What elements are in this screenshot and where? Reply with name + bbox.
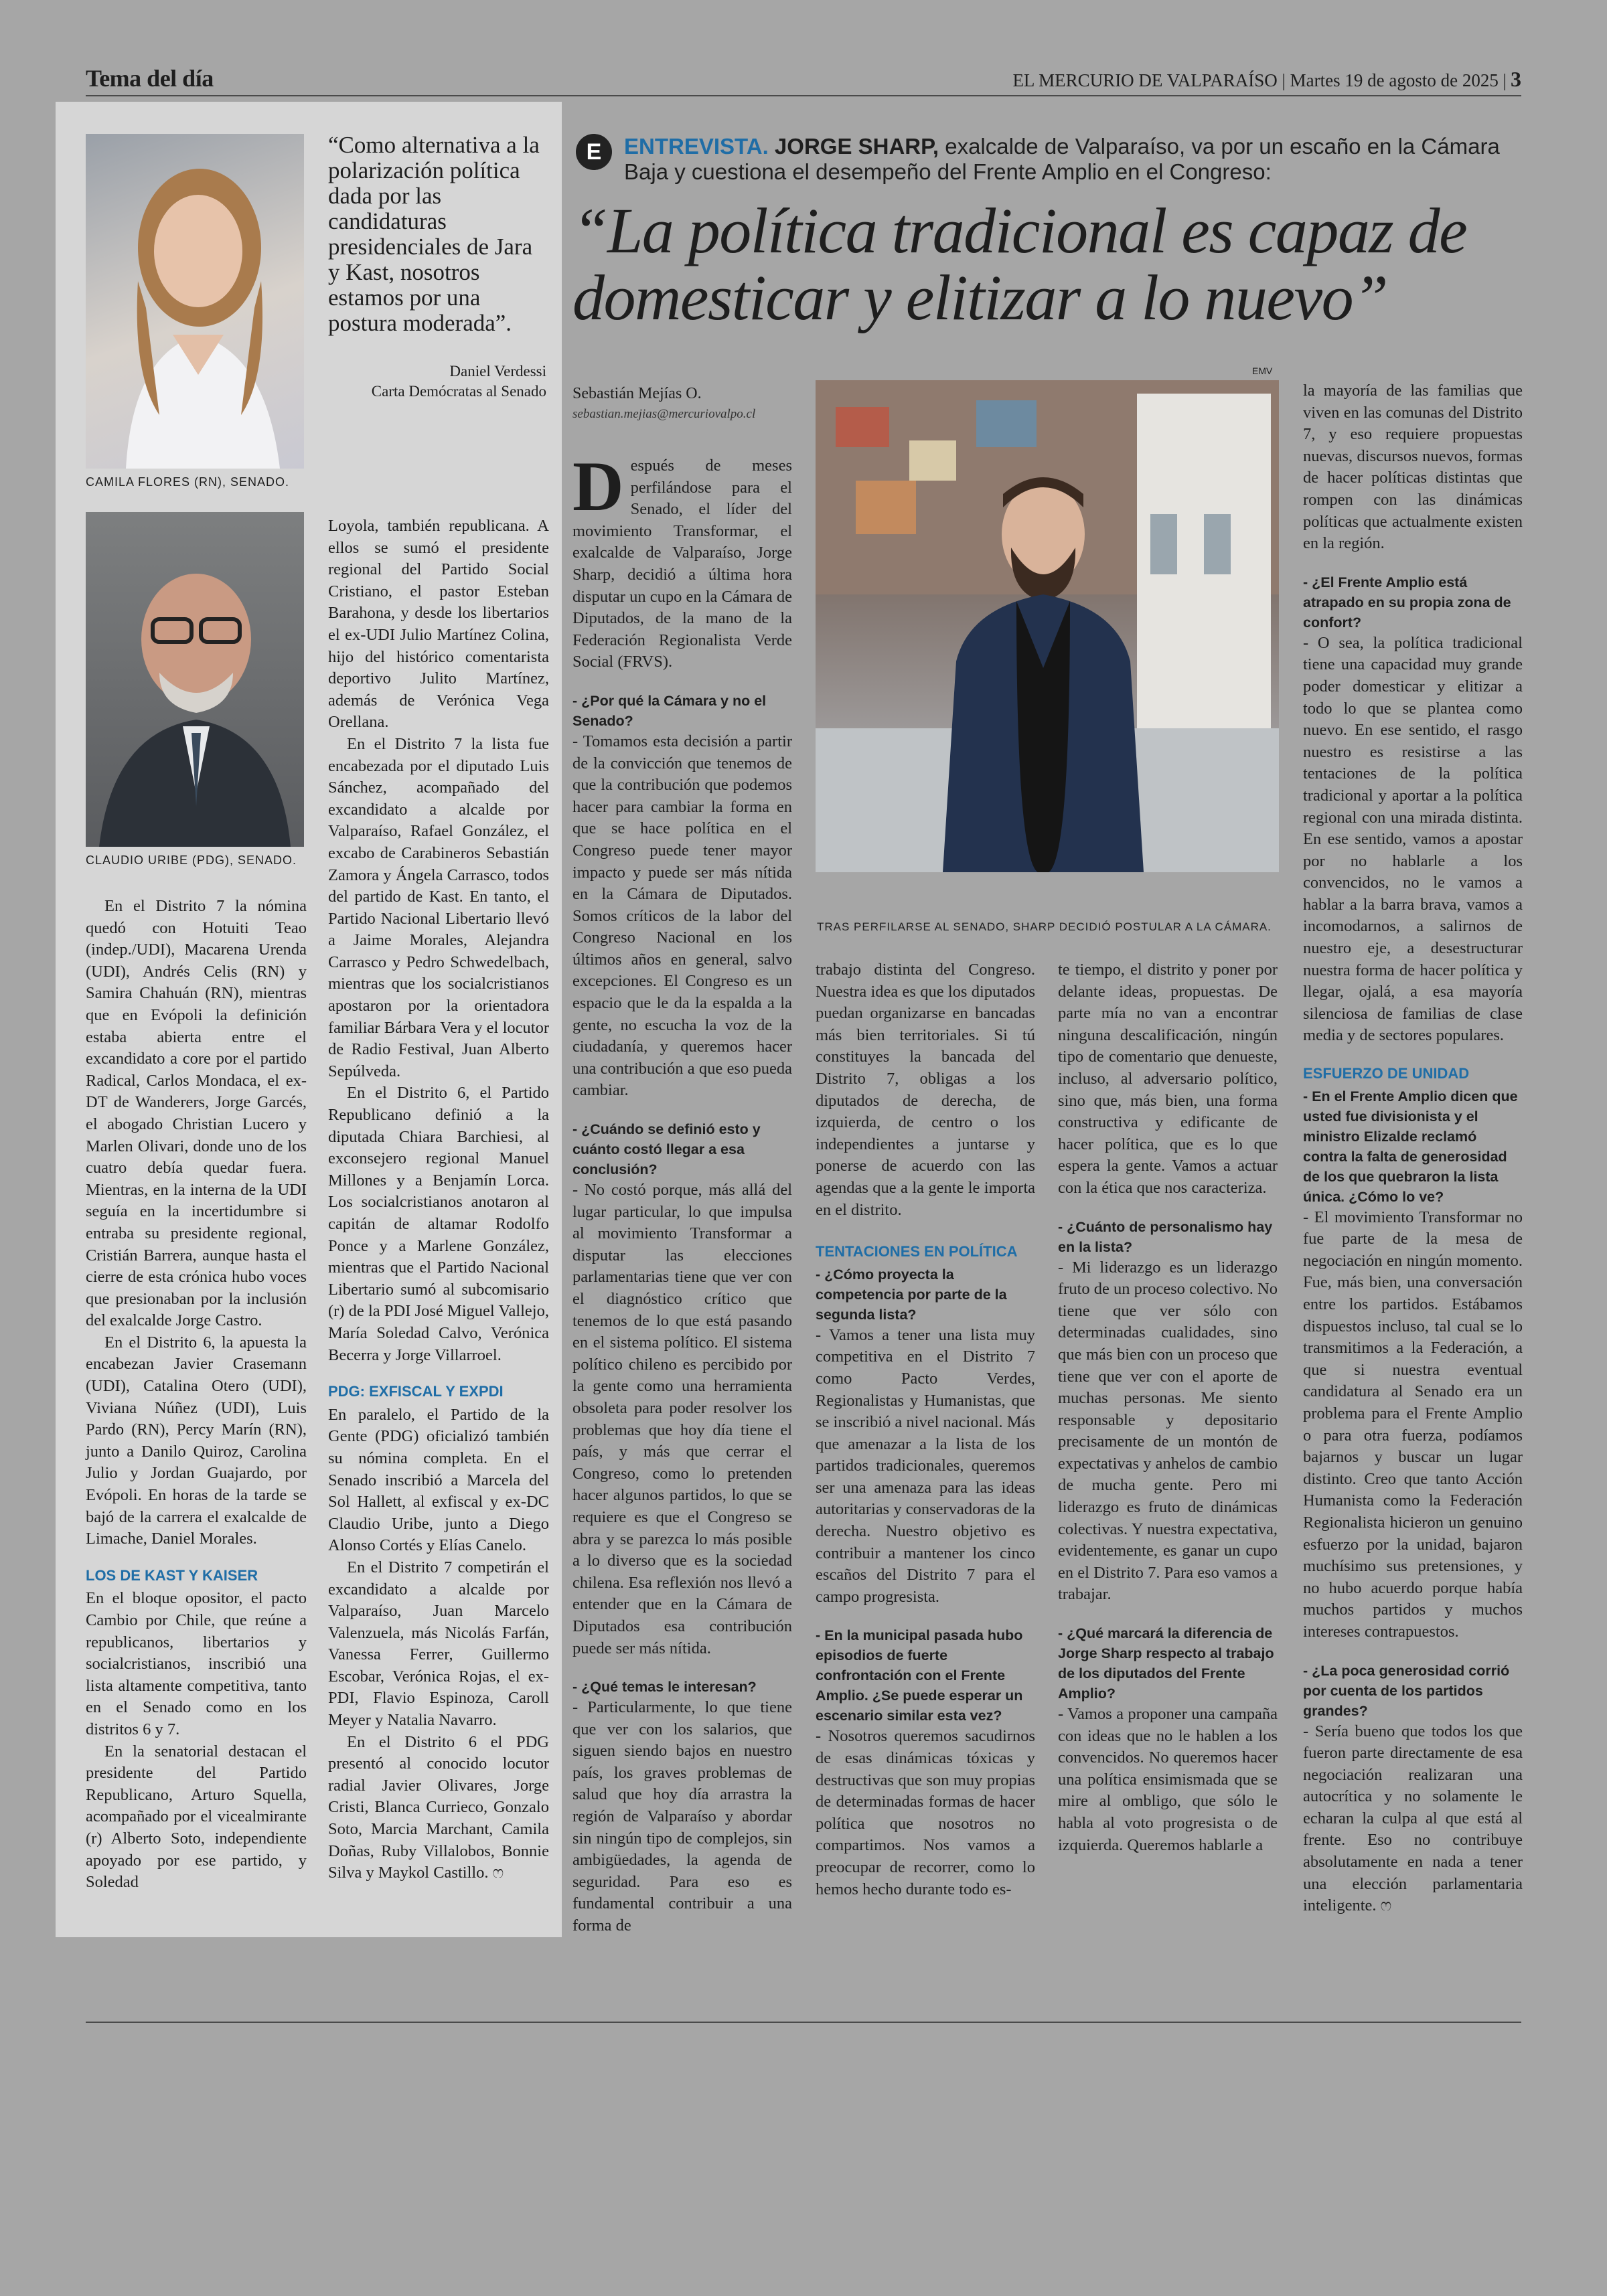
question: - En la municipal pasada hubo episodios de fuerte confrontación con el Frente Amplio. ¿Se puede esperar un escenario similar esta vez? [816,1627,1023,1724]
answer: - Particularmente, lo que tiene que ver con los salarios, que siguen siendo bajos en nuestro país, los graves problemas de salud que hoy día arrastra la región de Valparaíso y abordar sin ningún tipo de complejos, sin ambigüedades, la agenda de seguridad. Para eso es fundamental contribuir a una forma de [572,1698,792,1935]
paragraph: En paralelo, el Partido de la Gente (PDG) oficializó también su nómina completa. En el Senado inscribió a Marcela del Sol Hallett, al exfiscal y ex-DC Claudio Uribe, junto a Diego Alonso Cortés y Elías Canelo. [328,1405,549,1555]
question: - ¿Qué temas le interesan? [572,1679,757,1696]
kicker-text: exalcalde de Valparaíso, va por un escaño en la Cámara Baja y cuestiona el desempeño del Frente Amplio en el Congreso: [624,134,1500,184]
paragraph: te tiempo, el distrito y poner por delante ideas, propuestas. De parte mía no van a encontrar ninguna descalificación, ningún tipo de comentario que denueste, incluso, al adversario político, sino que, más bien, una forma constructiva y edificante de hacer política, que es lo que espera la gente. Vamos a actuar con la ética que nos caracteriza. [1058,961,1278,1197]
article-column-1 [572,447,792,1937]
kicker-label: ENTREVISTA. [624,134,769,159]
paragraph: En el Distrito 6, la apuesta la encabezan Javier Crasemann (UDI), Catalina Otero (UDI), Viviana Núñez (UDI), Luis Pardo (RN), Percy Marín (RN), junto a Danilo Quiroz, Carolina Julio y Jordan Guajardo, por Evópoli. En horas de la tarde se bajó de la carrera el exalcalde de Limache, Daniel Morales. [86,1333,307,1548]
quote-role: Carta Demócratas al Senado [371,383,546,400]
author-email: sebastian.mejias@mercuriovalpo.cl [572,407,756,421]
answer: - Nosotros queremos sacudirnos de esas dinámicas tóxicas y destructivas que son muy propias de determinadas formas de hacer política que nosotros no compartimos. Nos vamos a preocupar de recorrer, como lo hemos hecho durante todo es- [816,1727,1035,1898]
paragraph: En el Distrito 6, el Partido Republicano definió a la diputada Chiara Barchiesi, al exconsejero regional Manuel Millones y a Benjamín Lorca. Los socialcristianos anotaron al capitán de altamar Rodolfo Ponce y a Marlene González, mientras que el Partido Nacional Libertario sumó al subcomisario (r) de la PDI José Miguel Vallejo, María Soledad Calvo, Verónica Becerra y Jorge Villarroel. [328,1084,549,1364]
page-number: 3 [1511,67,1521,91]
paragraph: En la senatorial destacan el presidente del Partido Republicano, Arturo Squella, acompañado por el vicealmirante (r) Alberto Soto, independiente apoyado por ese partido, y Soledad [86,1742,307,1892]
paragraph: En el Distrito 7 competirán el excandidato a alcalde por Valparaíso, Juan Marcelo Valenzuela, más Nicolás Farfán, Vanessa Ferrer, Guillermo Escobar, Verónica Rojas, el ex-PDI, Flavio Espinoza, Caroll Meyer y Natalia Navarro. [328,1558,549,1730]
question: - ¿Cómo proyecta la competencia por parte de la segunda lista? [816,1266,1007,1323]
kicker-name: JORGE SHARP, [774,134,939,159]
main-photo-caption: TRAS PERFILARSE AL SENADO, SHARP DECIDIÓ POSTULAR A LA CÁMARA. [817,920,1272,933]
answer: - O sea, la política tradicional tiene una capacidad muy grande poder domesticar y elitizar a todo lo que se plantea como nuevo. En ese sentido, el rasgo nuestro es resistirse a las tentaciones de la política tradicional y aportar a la política regional con una mirada distinta. En ese sentido, vamos a apostar por no hablarle a los convencidos, no le vamos a hablar a la barra brava, vamos a incomodarnos, a salirnos de nuestro eje, a desestructurar nuestra forma de hacer política y llegar, ojalá, a esa mayoría silenciosa de familias de clase media y de sectores populares. [1303,633,1523,1045]
question: - ¿La poca generosidad corrió por cuenta de los partidos grandes? [1303,1662,1510,1719]
article-column-3 [1058,959,1278,1856]
paragraph: En el Distrito 7 la lista fue encabezada por el diputado Luis Sánchez, acompañado del excandidato a alcalde por Valparaíso, Rafael González, el excabo de Carabineros Sebastián Zamora y Ángela Carrasco, todos del partido de Kast. En tanto, el Partido Nacional Libertario llevó a Jaime Morales, Alejandra Carrasco y Pedro Schwedelbach, mientras que los socialcristianos apostaron por la orientadora familiar Bárbara Vera y el locutor de Radio Festival, Juan Alberto Sepúlveda. [328,734,549,1080]
headline: “La política tradicional es capaz de domesticar y elitizar a lo nuevo” [572,195,1467,333]
article-kicker [576,134,1513,185]
subheading: PDG: EXFISCAL Y EXPDI [328,1383,504,1400]
question: - ¿Cuánto de personalismo hay en la lista? [1058,1218,1273,1255]
lead-paragraph [572,447,792,673]
photo-camila-flores [86,134,304,469]
portrait-man-illustration [86,512,304,847]
answer: - Vamos a proponer una campaña con ideas que no le hablen a los convencidos. No queremos hacer una política ensimismada que se mire al ombligo, que sólo le habla al voto progresista o de izquierda. Queremos hablarle a [1058,1705,1278,1854]
answer: - No costó porque, más allá del lugar particular, lo que impulsa al movimiento Transformar a disputar las elecciones parlamentarias tiene que ver con el diagnóstico crítico que tenemos de lo que está pasando en el sistema político. El sistema político chileno es percibido por la gente como una herramienta obsoleta para poder resolver los problemas que hoy día tiene el país, y más que cerrar el Congreso, como lo pretenden hacer algunos partidos, lo que se requiere es que el Congreso se abra y se parezca lo más posible a lo diverso que es la sociedad chilena. Esa reflexión nos llevó a entender que en la Cámara de Diputados esa contribución puede ser más nítida. [572,1181,792,1657]
photo-credit: EMV [1252,365,1273,376]
portrait-woman-illustration [86,134,304,469]
quote-author: Daniel Verdessi [449,363,546,380]
question: - ¿Por qué la Cámara y no el Senado? [572,692,767,729]
article-column-2 [816,959,1035,1900]
answer: - Tomamos esta decisión a partir de la convicción que tenemos de que la contribución que podemos hacer para cambiar la forma en que se hace política en el Congreso puede tener mayor impacto y puede ser más nítida en la Cámara de Diputados. Somos críticos de la labor del Congreso Nacional en los últimos años en general, salvo excepciones. El Congreso es un espacio que le da la espalda a la gente, no escucha la voz de la ciudadanía, y queremos hacer una contribución a que eso pueda cambiar. [572,732,792,1100]
question: - ¿Qué marcará la diferencia de Jorge Sharp respecto al trabajo de los diputados del Frente Amplio? [1058,1625,1274,1702]
photo-claudio-uribe [86,512,304,847]
answer: - Mi liderazgo es un liderazgo fruto de un proceso colectivo. No tiene que ver sólo con determinadas cualidades, sino que más bien con un proceso que tiene que ver con el aporte de muchas personas. Me siento responsable y depositario precisamente de un montón de expectativas y anhelos de cambio de mucha gente. Pero mi liderazgo es fruto de dinámicas colectivas. Y nuestra expectativa, evidentemente, es ganar un cupo en el Distrito 7. Para eso vamos a trabajar. [1058,1258,1278,1604]
subheading: LOS DE KAST Y KAISER [86,1566,258,1584]
publication-date: Martes 19 de agosto de 2025 [1290,70,1499,90]
quote-attribution [328,361,546,402]
footer-rule [86,2022,1521,2023]
paragraph: En el bloque opositor, el pacto Cambio por Chile, que reúne a republicanos, libertarios y socialcristianos, inscribió una lista altamente competitiva, tanto en el Senado como en los distritos 6 y 7. [86,1589,307,1738]
answer: - Vamos a tener una lista muy competitiva en el Distrito 7 como Pacto Verdes, Regionalistas y Humanistas, que se inscribió a nivel nacional. Más que amenazar a la lista de los partidos tradicionales, queremos ser una amenaza para las ideas autoritarias y conservadoras de la derecha. Nuestro objetivo es contribuir a mantener los cinco escaños del Distrito 7 para el campo progresista. [816,1325,1035,1606]
section-title: Tema del día [86,65,214,92]
page-header-info: EL MERCURIO DE VALPARAÍSO | Martes 19 de agosto de 2025 | 3 [1012,67,1521,91]
subheading: ESFUERZO DE UNIDAD [1303,1065,1470,1082]
lead-text: espués de meses perfilándose para el Senado, el líder del movimiento Transformar, el exalcalde de Valparaíso, Jorge Sharp, decidió a última hora disputar un cupo en la Cámara de Diputados, de la mano de la Federación Regionalista Verde Social (FRVS). [572,457,792,671]
portrait-jorge-sharp-illustration [816,380,1279,872]
paragraph: Loyola, también republicana. A ellos se sumó el presidente regional del Partido Social Cristiano, el pastor Esteban Barahona, y desde los libertarios el ex-UDI Julio Martínez Colina, hijo del histórico comentarista deportivo Julito Martínez, además de Verónica Vega Orellana. [328,517,549,732]
paragraph: trabajo distinta del Congreso. Nuestra idea es que los diputados puedan organizarse en bancadas más bien territoriales. Si tú constituyes la bancada del Distrito 7, obligas a los diputados de derecha, de izquierda, de centro o los independientes a juntarse y ponerse de acuerdo con las agendas que a la gente le importa en el distrito. [816,961,1035,1219]
author-name: Sebastián Mejías O. [572,385,702,402]
answer: - Sería bueno que todos los que fueron parte directamente de esa negociación realizaran una autocrítica y no solamente le echaran la culpa al que está al frente. Eso no contribuye absolutamente en nada a tener una elección parlamentaria inteligente. ෆ [1303,1722,1523,1915]
kicker-badge: E [576,134,612,170]
sidebar-column-1 [86,896,307,1894]
publication-name: EL MERCURIO DE VALPARAÍSO [1012,70,1278,90]
answer: - El movimiento Transformar no fue parte de la mesa de negociación en ningún momento. Fue, más bien, una conversación entre los partidos. Estábamos dispuestos incluso, tal cual se lo transmitimos a la Federación, a que si nuestra eventual candidatura al Senado era un problema para el Frente Amplio o para otra fuerza, podíamos bajarnos y buscar un lugar distinto. Creo que tanto Acción Humanista como la Federación Regionalista hicieron un genuino esfuerzo por la unidad, bajaron muchísimo sus pretensiones, y no hubo acuerdo porque había muchos partidos y muchos intereses contrapuestos. [1303,1208,1523,1641]
pull-quote: “Como alternativa a la polarización política dada por las candidaturas presidenciales de Jara y Kast, nosotros estamos por una postura moderada”. [328,132,540,336]
sidebar-column-2 [328,515,549,1884]
drop-cap: D [572,447,624,525]
article-column-4 [1303,380,1523,1917]
photo2-caption: CLAUDIO URIBE (PDG), SENADO. [86,853,297,867]
main-photo-jorge-sharp [816,380,1279,872]
question: - ¿El Frente Amplio está atrapado en su propia zona de confort? [1303,574,1511,631]
paragraph: En el Distrito 7 la nómina quedó con Hotuiti Teao (indep./UDI), Macarena Urenda (UDI), Andrés Celis (RN) y Samira Chahuán (RN), mientras que en Evópoli la definición estaba abierta entre el excandidato a core por el partido Radical, Carlos Mondaca, el ex-DT de Wanderers, Jorge Garcés, el abogado Christian Lucero y Marlen Olivari, donde uno de los cuatro debía quedar fuera. Mientras, en la interna de la UDI seguía en la incertidumbre si entraba su presidente regional, Cristián Barrera, aunque hasta el cierre de esta crónica hubo voces que presionaban por la inclusión del exalcalde Jorge Castro. [86,897,307,1330]
question: - ¿Cuándo se definió esto y cuánto costó llegar a esa conclusión? [572,1121,761,1178]
header-rule [86,95,1521,96]
byline [572,385,755,422]
photo1-caption: CAMILA FLORES (RN), SENADO. [86,475,290,489]
question: - En el Frente Amplio dicen que usted fue divisionista y el ministro Elizalde reclamó contra la falta de generosidad de los que quebraron la lista única. ¿Cómo lo ve? [1303,1088,1518,1205]
paragraph: la mayoría de las familias que viven en las comunas del Distrito 7, y eso requiere propuestas nuevas, discursos nuevos, formas de hacer políticas distintas que rompen con las dinámicas políticas que actualmente existen en la región. [1303,382,1523,553]
subheading: TENTACIONES EN POLÍTICA [816,1243,1018,1260]
paragraph: En el Distrito 6 el PDG presentó al conocido locutor radial Javier Olivares, Jorge Cristi, Blanca Currieco, Gonzalo Soto, Marcia Marchant, Camila Doñas, Ruby Villalobos, Bonnie Silva y Maykol Castillo. ෆ [328,1732,549,1882]
